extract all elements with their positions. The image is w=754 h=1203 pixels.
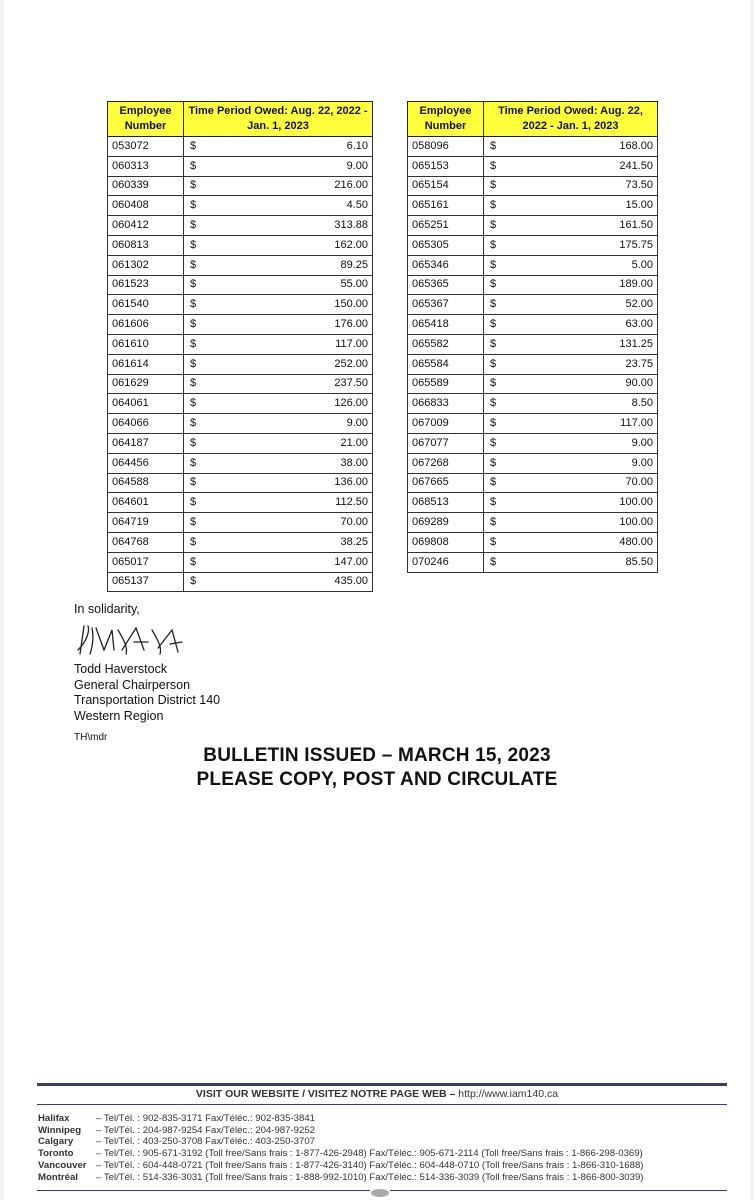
employee-number-cell: 069289 (408, 513, 484, 533)
amount-owed-cell (484, 235, 658, 255)
table-row (408, 334, 658, 354)
currency-symbol: $ (190, 219, 197, 232)
time-period-header: Time Period Owed: Aug. 22, 2022 - Jan. 1, 2023 (184, 102, 373, 137)
amount-value: 70.00 (625, 476, 653, 489)
amount-value: 8.50 (631, 397, 653, 410)
table-row (108, 532, 373, 552)
currency-symbol: $ (190, 456, 197, 469)
amount-value: 9.00 (631, 436, 653, 449)
website-link[interactable]: http://www.iam140.ca (458, 1088, 559, 1100)
table-row (108, 552, 373, 572)
amount-value: 5.00 (631, 258, 653, 271)
footer-website (4, 1088, 750, 1100)
website-label: VISIT OUR WEBSITE / VISITEZ NOTRE PAGE WEB – (195, 1088, 456, 1100)
amount-owed-cell (184, 513, 373, 533)
signature (74, 620, 194, 660)
amount-value: 55.00 (340, 278, 368, 291)
amount-owed-cell (484, 513, 658, 533)
amount-owed-cell (484, 137, 658, 157)
currency-symbol: $ (190, 337, 197, 350)
table-row (108, 453, 373, 473)
employee-number-cell: 065305 (408, 235, 484, 255)
currency-symbol: $ (490, 535, 497, 548)
currency-symbol: $ (490, 298, 497, 311)
amount-owed-cell (184, 216, 373, 236)
employee-number-cell: 068513 (408, 493, 484, 513)
amount-owed-cell (484, 216, 658, 236)
currency-symbol: $ (190, 575, 197, 588)
currency-symbol: $ (190, 298, 197, 311)
employee-number-cell: 065154 (408, 176, 484, 196)
amount-value: 100.00 (619, 516, 653, 529)
table-row (408, 295, 658, 315)
currency-symbol: $ (190, 159, 197, 172)
office-contact-details: – Tel/Tél. : 204-987-9254 Fax/Téléc.: 204-987-9252 (96, 1124, 316, 1136)
currency-symbol: $ (490, 357, 497, 370)
table-row (408, 414, 658, 434)
table-row (108, 196, 373, 216)
table-row (408, 394, 658, 414)
footer-divider (37, 1104, 727, 1105)
employee-number-cell: 065017 (108, 552, 184, 572)
employee-number-cell: 066833 (408, 394, 484, 414)
amount-owed-cell (484, 196, 658, 216)
amount-owed-cell (184, 334, 373, 354)
table-row (408, 255, 658, 275)
currency-symbol: $ (190, 397, 197, 410)
employee-number-cell: 061302 (108, 255, 184, 275)
amount-owed-cell (184, 275, 373, 295)
table-header-row (408, 102, 658, 137)
amount-value: 117.00 (335, 337, 368, 350)
bulletin-issued-line: BULLETIN ISSUED – MARCH 15, 2023 (203, 745, 551, 766)
currency-symbol: $ (490, 417, 497, 430)
office-contact-details: – Tel/Tél. : 604-448-0721 (Toll free/Sans frais : 1-877-426-3140) Fax/Téléc.: 604-448-0710 (Toll free/Sans frais : 1-866-310-1688) (96, 1159, 644, 1171)
amount-owed-cell (184, 374, 373, 394)
employee-number-cell: 058096 (408, 137, 484, 157)
employee-number-cell: 069808 (408, 532, 484, 552)
amount-owed-cell (484, 552, 658, 572)
office-city: Halifax (38, 1113, 70, 1124)
amount-value: 175.75 (619, 238, 653, 251)
currency-symbol: $ (190, 496, 197, 509)
table-row (408, 176, 658, 196)
table-row (108, 235, 373, 255)
table-row (408, 374, 658, 394)
amount-owed-cell (184, 354, 373, 374)
employee-number-cell: 065418 (408, 315, 484, 335)
amount-owed-cell (184, 552, 373, 572)
employee-number-cell: 060813 (108, 235, 184, 255)
currency-symbol: $ (490, 159, 497, 172)
union-logo-icon (370, 1185, 390, 1195)
table-row (408, 513, 658, 533)
signatory-title: General Chairperson (74, 677, 191, 692)
amount-value: 237.50 (334, 377, 368, 390)
table-row (108, 295, 373, 315)
currency-symbol: $ (490, 199, 497, 212)
footer-divider (37, 1083, 727, 1086)
amount-owed-cell (184, 235, 373, 255)
amount-owed-cell (184, 414, 373, 434)
employee-number-cell: 065153 (408, 156, 484, 176)
amount-value: 241.50 (619, 159, 653, 172)
signatory-name: Todd Haverstock (74, 662, 168, 676)
employee-number-cell: 064768 (108, 532, 184, 552)
amount-owed-cell (184, 453, 373, 473)
table-row (108, 394, 373, 414)
owed-table-right (407, 101, 658, 573)
employee-number-cell: 067077 (408, 433, 484, 453)
amount-value: 147.00 (334, 555, 368, 568)
currency-symbol: $ (490, 476, 497, 489)
amount-value: 38.00 (340, 456, 368, 469)
currency-symbol: $ (190, 357, 197, 370)
amount-owed-cell (484, 453, 658, 473)
amount-owed-cell (184, 572, 373, 592)
amount-value: 9.00 (346, 417, 368, 430)
typist-initials: TH\mdr (74, 732, 108, 743)
amount-owed-cell (484, 295, 658, 315)
amount-owed-cell (484, 374, 658, 394)
employee-number-cell: 065346 (408, 255, 484, 275)
amount-value: 126.00 (334, 397, 368, 410)
table-row (408, 354, 658, 374)
office-row (38, 1113, 644, 1125)
amount-owed-cell (184, 532, 373, 552)
currency-symbol: $ (490, 258, 497, 271)
employee-number-cell: 065367 (408, 295, 484, 315)
currency-symbol: $ (190, 238, 197, 251)
table-row (408, 493, 658, 513)
amount-value: 6.10 (346, 139, 368, 152)
amount-value: 4.50 (346, 199, 368, 212)
employee-number-cell: 065137 (108, 572, 184, 592)
employee-number-header: Employee Number (408, 102, 484, 137)
table-row (408, 453, 658, 473)
table-row (108, 137, 373, 157)
employee-number-cell: 065251 (408, 216, 484, 236)
amount-value: 189.00 (619, 278, 653, 291)
table-row (408, 137, 658, 157)
currency-symbol: $ (190, 555, 197, 568)
currency-symbol: $ (490, 179, 497, 192)
employee-number-cell: 061540 (108, 295, 184, 315)
currency-symbol: $ (490, 238, 497, 251)
currency-symbol: $ (490, 496, 497, 509)
currency-symbol: $ (490, 337, 497, 350)
amount-owed-cell (484, 176, 658, 196)
office-city: Winnipeg (38, 1124, 82, 1136)
employee-number-cell: 060339 (108, 176, 184, 196)
table-row (408, 552, 658, 572)
office-city: Toronto (38, 1148, 74, 1160)
employee-number-cell: 064588 (108, 473, 184, 493)
currency-symbol: $ (190, 476, 197, 489)
amount-owed-cell (184, 176, 373, 196)
amount-value: 85.50 (625, 555, 653, 568)
table-row (108, 315, 373, 335)
amount-owed-cell (484, 156, 658, 176)
table-row (108, 216, 373, 236)
amount-value: 70.00 (340, 516, 368, 529)
amount-value: 136.00 (334, 476, 368, 489)
employee-number-cell: 061629 (108, 374, 184, 394)
table-row (408, 532, 658, 552)
employee-number-cell: 067665 (408, 473, 484, 493)
amount-value: 38.25 (340, 535, 368, 548)
amount-owed-cell (184, 196, 373, 216)
currency-symbol: $ (490, 397, 497, 410)
amount-owed-cell (484, 334, 658, 354)
employee-number-cell: 065365 (408, 275, 484, 295)
amount-value: 168.00 (619, 139, 653, 152)
currency-symbol: $ (490, 318, 497, 331)
amount-value: 9.00 (346, 159, 368, 172)
table-row (108, 275, 373, 295)
currency-symbol: $ (490, 219, 497, 232)
signatory-region: Western Region (74, 708, 164, 723)
employee-number-cell: 070246 (408, 552, 484, 572)
currency-symbol: $ (190, 535, 197, 548)
amount-owed-cell (184, 255, 373, 275)
table-row (108, 354, 373, 374)
amount-value: 252.00 (334, 357, 368, 370)
office-contact-details: – Tel/Tél. : 905-671-3192 (Toll free/Sans frais : 1-877-426-2948) Fax/Téléc.: 905-671-2114 (Toll free/Sans frais : 1-866-298-0369) (96, 1148, 643, 1160)
table-row (408, 196, 658, 216)
currency-symbol: $ (190, 139, 197, 152)
employee-number-cell: 053072 (108, 137, 184, 157)
amount-owed-cell (184, 295, 373, 315)
table-row (108, 433, 373, 453)
amount-owed-cell (484, 473, 658, 493)
employee-number-cell: 060408 (108, 196, 184, 216)
currency-symbol: $ (490, 377, 497, 390)
currency-symbol: $ (190, 377, 197, 390)
amount-value: 216.00 (334, 179, 368, 192)
currency-symbol: $ (490, 456, 497, 469)
amount-value: 63.00 (625, 318, 653, 331)
amount-owed-cell (484, 255, 658, 275)
office-city: Montréal (38, 1171, 78, 1183)
signatory-district: Transportation District 140 (74, 693, 221, 707)
employee-number-cell: 061606 (108, 315, 184, 335)
amount-owed-cell (184, 137, 373, 157)
office-row (38, 1172, 644, 1184)
employee-number-cell: 064061 (108, 394, 184, 414)
office-city: Vancouver (38, 1159, 87, 1171)
time-period-header: Time Period Owed: Aug. 22, 2022 - Jan. 1, 2023 (484, 102, 658, 137)
amount-value: 112.50 (335, 496, 368, 509)
table-row (408, 433, 658, 453)
bulletin-circulate-line: PLEASE COPY, POST AND CIRCULATE (196, 769, 558, 790)
currency-symbol: $ (190, 278, 197, 291)
amount-value: 21.00 (340, 436, 368, 449)
employee-number-cell: 065582 (408, 334, 484, 354)
amount-owed-cell (484, 354, 658, 374)
currency-symbol: $ (190, 318, 197, 331)
table-row (108, 513, 373, 533)
amount-value: 9.00 (631, 456, 653, 469)
owed-table-left (107, 101, 373, 592)
amount-owed-cell (484, 394, 658, 414)
currency-symbol: $ (190, 516, 197, 529)
currency-symbol: $ (490, 278, 497, 291)
currency-symbol: $ (490, 516, 497, 529)
employee-number-cell: 067009 (408, 414, 484, 434)
table-row (408, 315, 658, 335)
employee-number-cell: 065584 (408, 354, 484, 374)
amount-owed-cell (484, 275, 658, 295)
amount-owed-cell (484, 433, 658, 453)
amount-owed-cell (484, 493, 658, 513)
office-row (38, 1125, 644, 1137)
amount-owed-cell (184, 433, 373, 453)
employee-number-cell: 060313 (108, 156, 184, 176)
office-row (38, 1148, 644, 1160)
table-row (408, 156, 658, 176)
amount-value: 435.00 (334, 575, 368, 588)
amount-value: 117.00 (620, 417, 653, 430)
amount-owed-cell (184, 156, 373, 176)
amount-value: 100.00 (619, 496, 653, 509)
amount-owed-cell (484, 315, 658, 335)
amount-owed-cell (184, 315, 373, 335)
employee-number-header: Employee Number (108, 102, 184, 137)
amount-owed-cell (184, 473, 373, 493)
table-row (108, 414, 373, 434)
office-row (38, 1136, 644, 1148)
employee-number-cell: 067268 (408, 453, 484, 473)
currency-symbol: $ (190, 436, 197, 449)
employee-number-cell: 064187 (108, 433, 184, 453)
owed-table-right-body (408, 137, 658, 573)
currency-symbol: $ (190, 199, 197, 212)
employee-number-cell: 064456 (108, 453, 184, 473)
employee-number-cell: 065161 (408, 196, 484, 216)
table-row (408, 216, 658, 236)
employee-number-cell: 061523 (108, 275, 184, 295)
currency-symbol: $ (190, 179, 197, 192)
bulletin-notice (4, 744, 750, 792)
amount-value: 15.00 (625, 199, 653, 212)
table-row (108, 334, 373, 354)
table-header-row (108, 102, 373, 137)
table-row (108, 374, 373, 394)
table-row (408, 275, 658, 295)
salutation: In solidarity, (74, 602, 140, 616)
office-contact-details: – Tel/Tél. : 514-336-3031 (Toll free/Sans frais : 1-888-992-1010) Fax/Téléc.: 514-336-3039 (Toll free/Sans frais : 1-866-800-3039) (96, 1171, 644, 1183)
employee-number-cell: 064066 (108, 414, 184, 434)
office-contacts (38, 1113, 644, 1183)
amount-value: 89.25 (340, 258, 368, 271)
table-row (408, 473, 658, 493)
amount-value: 73.50 (625, 179, 653, 192)
office-contact-details: – Tel/Tél. : 902-835-3171 Fax/Téléc.: 902-835-3841 (96, 1113, 316, 1124)
table-row (108, 176, 373, 196)
table-row (108, 255, 373, 275)
currency-symbol: $ (490, 436, 497, 449)
amount-value: 480.00 (619, 535, 653, 548)
currency-symbol: $ (490, 139, 497, 152)
employee-number-cell: 061610 (108, 334, 184, 354)
closing-block (74, 602, 220, 746)
amount-value: 23.75 (625, 357, 653, 370)
office-contact-details: – Tel/Tél. : 403-250-3708 Fax/Téléc.: 403-250-3707 (96, 1136, 316, 1148)
amount-value: 90.00 (625, 377, 653, 390)
table-row (108, 493, 373, 513)
employee-number-cell: 064719 (108, 513, 184, 533)
amount-value: 150.00 (334, 298, 368, 311)
table-row (408, 235, 658, 255)
employee-number-cell: 064601 (108, 493, 184, 513)
currency-symbol: $ (490, 555, 497, 568)
amount-owed-cell (484, 532, 658, 552)
table-row (108, 473, 373, 493)
currency-symbol: $ (190, 417, 197, 430)
amount-value: 131.25 (619, 337, 653, 350)
office-city: Calgary (38, 1136, 74, 1148)
owed-table-left-body (108, 137, 373, 592)
amount-value: 176.00 (334, 318, 368, 331)
amount-value: 313.88 (334, 219, 368, 232)
amount-owed-cell (484, 414, 658, 434)
amount-value: 161.50 (619, 219, 653, 232)
amount-owed-cell (184, 493, 373, 513)
table-row (108, 156, 373, 176)
currency-symbol: $ (190, 258, 197, 271)
employee-number-cell: 060412 (108, 216, 184, 236)
table-row (108, 572, 373, 592)
amount-value: 52.00 (625, 298, 653, 311)
employee-number-cell: 065589 (408, 374, 484, 394)
office-row (38, 1160, 644, 1172)
amount-value: 162.00 (334, 238, 368, 251)
employee-number-cell: 061614 (108, 354, 184, 374)
amount-owed-cell (184, 394, 373, 414)
